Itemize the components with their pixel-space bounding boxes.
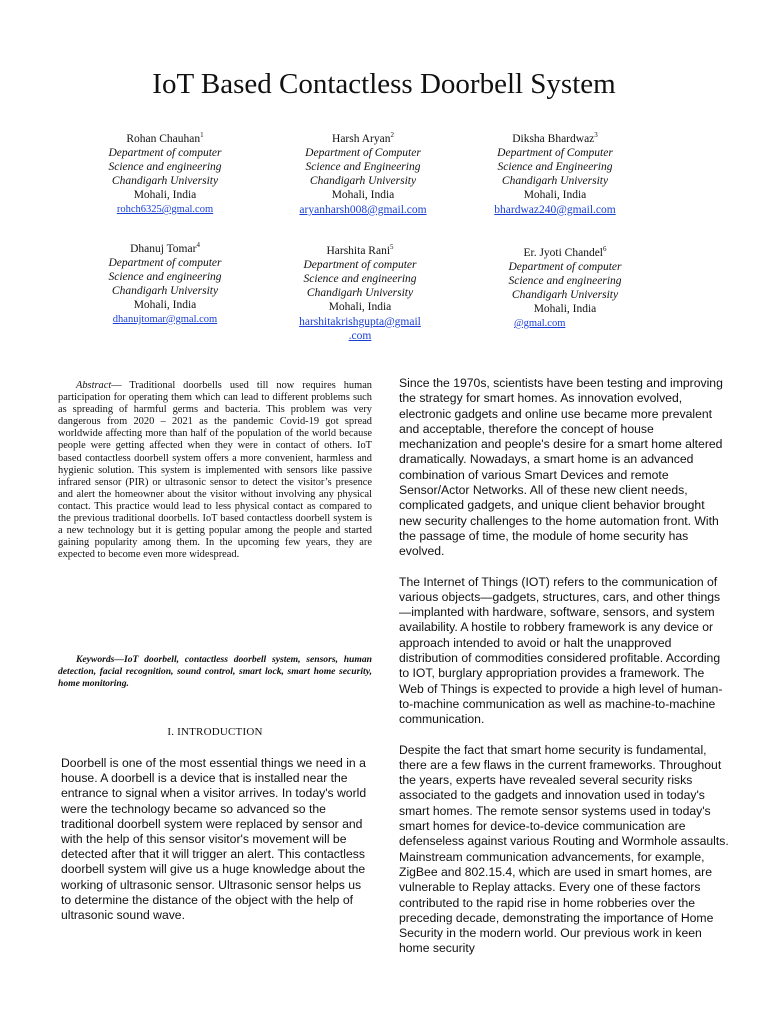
abstract-label: Abstract [76,380,112,391]
keywords: Keywords—IoT doorbell, contactless doorbell system, sensors, human detection, facial recognition, sound control, smart lock, smart home security, home monitoring. [58,654,372,689]
author-location: Mohali, India [523,188,587,201]
right-column [399,376,729,972]
author-email-link[interactable]: dhanujtomar@gmal.com [112,313,218,325]
abstract-text: Traditional doorbells used till now requires human participation for operating them which can lead to different problems such as spreading of harmful germs and bacteria. This problem was very dangerous from 2020 – 2021 as the pandemic Covid-19 got spread worldwide affecting more than half of the population of the world because people were getting affected when they were in contact of others. IoT based contactless doorbell system offers a more convenient, harmless and hygienic solution. This system is implemented with sensors like passive infrared sensor (PIR) or ultrasonic sensor to detect the visitor’s presence and alert the homeowner about the visitor without involving any physical contact. This practice would lead to less physical contact as compared to the previous traditional doorbells. IoT based contactless doorbell system is a new technology but it is getting popular among the people and started gaining popularity among them. In the upcoming few years, they are expected to become even more widespread. [58,380,372,561]
author-name: Harsh Aryan$^2$ [332,131,394,145]
author-block-1 [70,128,260,217]
author-university: Chandigarh University [111,174,219,187]
author-dept: Science and Engineering [497,160,613,173]
author-dept: Science and Engineering [305,160,421,173]
author-dept: Science and engineering [108,270,222,283]
body-paragraph: Since the 1970s, scientists have been testing and improving the strategy for smart homes. As innovation evolved, electronic gadgets and online use became more prevalent and acceptable, therefore the concept of house mechanization and people's desire for a smart home altered dramatically. Nowadays, a smart home is an advanced combination of various Smart Devices and remote Sensor/Actor Networks. All of these new client needs, complicated gadgets, and unique client behavior brought new security challenges to the home automation front. With the passage of time, the module of home security has evolved. [399,376,723,559]
author-dept: Department of Computer [305,146,421,159]
author-name: Er. Jyoti Chandel$^6$ [523,245,607,259]
author-name: Diksha Bhardwaz$^3$ [512,131,598,145]
author-dept: Department of computer [303,258,417,271]
author-university: Chandigarh University [111,284,219,297]
intro-paragraph: Doorbell is one of the most essential things we need in a house. A doorbell is a device that is installed near the entrance to signal when a visitor arrives. In today's world were the technology became so advanced so the traditional doorbell system were replaced by sensor and with the help of this sensor visitor's movement will be detected after that it will trigger an alert. This contactless doorbell system will give us a huge knowledge about the working of ultrasonic sensor. Ultrasonic sensor helps us to determine the distance of the object with the help of ultrasonic sound wave. [61,756,367,923]
author-block-4 [70,238,260,327]
author-university: Chandigarh University [306,286,414,299]
author-dept: Science and engineering [508,274,622,287]
author-name: Rohan Chauhan$^1$ [126,131,204,145]
author-dept: Department of computer [108,146,222,159]
author-block-3 [460,128,650,217]
author-dept: Science and engineering [303,272,417,285]
author-dept: Department of Computer [497,146,613,159]
body-paragraph: Despite the fact that smart home security is fundamental, there are a few flaws in the current frameworks. Throughout the years, experts have revealed several security risks associated to the gadgets and innovation used in today's smart homes. The remote sensor systems used in today's smart homes for device-to-device communication are defenseless against various Routing and Wormhole assaults. Mainstream communication advancements, for example, ZigBee and 802.15.4, which are used in smart homes, are vulnerable to Replay attacks. Every one of these factors contributed to the rapid rise in home robberies over the preceding decade, demonstrating the importance of Home Security in the modern world. Our previous work in keen home security [399,742,729,956]
body-paragraph: The Internet of Things (IOT) refers to the communication of various objects—gadgets, structures, cars, and other things—implanted with hardware, software, sensors, and system availability. A hostile to robbery framework is any device or approach intended to avoid or halt the unapproved distribution of commodities considered profitable. According to IOT, burglary appropriation provides a framework. The Web of Things is expected to provide a high level of human-to-machine communication as well as machine-to-machine communication. [399,574,723,727]
author-location: Mohali, India [331,188,395,201]
author-university: Chandigarh University [309,174,417,187]
author-block-2 [268,128,458,217]
author-dept: Department of computer [508,260,622,273]
author-dept: Department of computer [108,256,222,269]
author-email-link[interactable]: rohch6325@gmal.com [116,203,214,215]
author-email-link[interactable]: @gmal.com [514,317,566,329]
author-university: Chandigarh University [501,174,609,187]
author-block-5 [265,240,455,343]
author-location: Mohali, India [328,300,392,313]
abstract [58,380,372,561]
author-email-link[interactable]: bhardwaz240@gmail.com [494,203,616,216]
author-name: Harshita Rani$^5$ [326,243,394,257]
author-email-link-continuation[interactable]: .com [348,329,372,342]
paper-title: IoT Based Contactless Doorbell System [152,68,616,100]
author-dept: Science and engineering [108,160,222,173]
abstract-dash: — [111,380,122,391]
author-location: Mohali, India [133,298,197,311]
author-location: Mohali, India [133,188,197,201]
author-location: Mohali, India [533,302,597,315]
author-email-link[interactable]: harshitakrishgupta@gmail [299,315,421,328]
author-university: Chandigarh University [511,288,619,301]
section-heading-introduction: I. INTRODUCTION [167,726,263,738]
author-block-6 [470,242,660,331]
author-name: Dhanuj Tomar$^4$ [130,241,200,255]
author-email-link[interactable]: aryanharsh008@gmail.com [299,203,427,216]
